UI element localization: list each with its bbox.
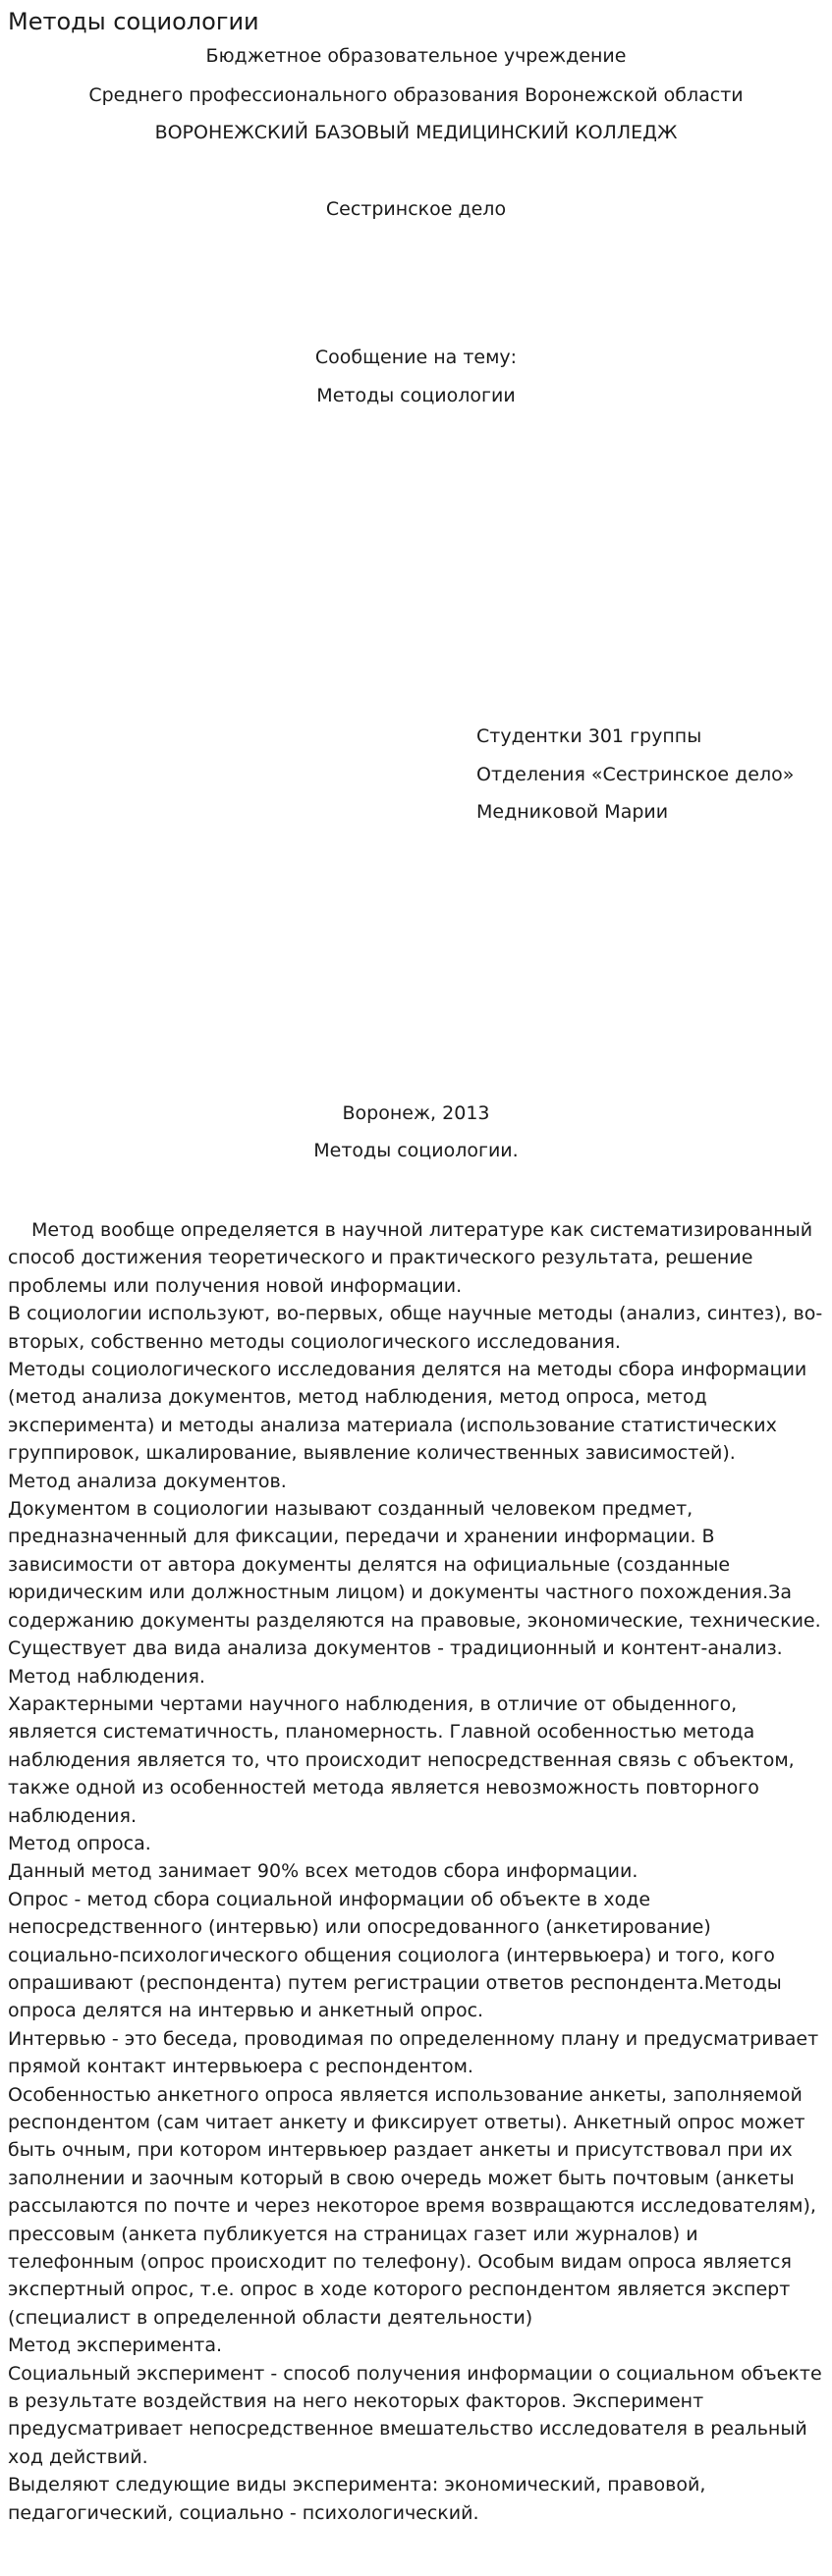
document-title: Методы социологии xyxy=(8,8,259,35)
author-name: Медниковой Марии xyxy=(476,801,669,823)
author-department: Отделения «Сестринское дело» xyxy=(476,764,795,785)
paragraph: Метод вообще определяется в научной литературе как систематизированный способ достижения теоретического и практического результата, решение проблемы или получения новой информации. xyxy=(8,1219,813,1297)
author-group: Студентки 301 группы xyxy=(476,725,702,747)
subheading: Метод опроса. xyxy=(8,1832,151,1854)
college-name: ВОРОНЕЖСКИЙ БАЗОВЫЙ МЕДИЦИНСКИЙ КОЛЛЕДЖ xyxy=(154,122,678,143)
paragraph: Интервью - это беседа, проводимая по определенному плану и предусматривает прямой контакт интервьюера с респондентом. xyxy=(8,2027,819,2078)
document-body xyxy=(8,1216,825,2527)
section-title: Методы социологии. xyxy=(313,1140,519,1161)
paragraph: Методы социологического исследования делятся на методы сбора информации (метод анализа документов, метод наблюдения, метод опроса, метод эксперимента) и методы анализа материала (использование статистических группировок, шкалирование, выявление количественных зависимостей). xyxy=(8,1359,807,1465)
subheading: Метод эксперимента. xyxy=(8,2334,223,2357)
paragraph: Характерными чертами научного наблюдения, в отличие от обыденного, является систематичность, планомерность. Главной особенностью метода наблюдения является то, что происходит непосредственная связь с объектом, также одной из особенностей метода является невозможность повторного наблюдения. xyxy=(8,1692,795,1827)
paragraph: Данный метод занимает 90% всех методов сбора информации. xyxy=(8,1860,638,1883)
paragraph: Выделяют следующие виды эксперимента: экономический, правовой, педагогический, социально - психологический. xyxy=(8,2474,706,2524)
institution-line-2: Среднего профессионального образования Воронежской области xyxy=(88,84,744,106)
paragraph: Документом в социологии называют созданный человеком предмет, предназначенный для фиксации, передачи и хранении информации. В зависимости от автора документы делятся на официальные (созданные юридическим или должностным лицом) и документы частного похождения.За содержанию документы разделяются на правовые, экономические, технические. xyxy=(8,1498,821,1632)
paragraph: Существует два вида анализа документов - традиционный и контент-анализ. xyxy=(8,1637,783,1660)
paragraph: Особенностью анкетного опроса является использование анкеты, заполняемой респондентом (сам читает анкету и фиксирует ответы). Анкетный опрос может быть очным, при котором интервьюер раздает анкеты и присутствовал при их заполнении и заочным который в свою очередь может быть почтовым (анкеты рассылаются по почте и через некоторое время возвращаются исследователям), прессовым (анкета публикуется на страницах газет или журналов) и телефонным (опрос происходит по телефону). Особым видам опроса является экспертный опрос, т.е. опрос в ходе которого респондентом является эксперт (специалист в определенной области деятельности) xyxy=(8,2083,816,2329)
topic-label: Сообщение на тему: xyxy=(314,347,518,368)
subheading: Метод анализа документов. xyxy=(8,1470,287,1492)
department-name: Сестринское дело xyxy=(325,198,507,220)
subheading: Метод наблюдения. xyxy=(8,1665,205,1688)
paragraph: Социальный эксперимент - способ получения информации о социальном объекте в результате воздействия на него некоторых факторов. Эксперимент предусматривает непосредственное вмешательство исследователя в реальный ход действий. xyxy=(8,2362,822,2468)
institution-line-1: Бюджетное образовательное учреждение xyxy=(205,45,627,67)
paragraph: В социологии используют, во-первых, обще научные методы (анализ, синтез), во-вторых, собственно методы социологического исследования. xyxy=(8,1303,823,1353)
paragraph: Опрос - метод сбора социальной информации об объекте в ходе непосредственного (интервью) или опосредованного (анкетирование) социально-психологического общения социолога (интервьюера) и того, кого опрашивают (респондента) путем регистрации ответов респондента.Методы опроса делятся на интервью и анкетный опрос. xyxy=(8,1888,782,2022)
city-year: Воронеж, 2013 xyxy=(342,1102,490,1124)
topic-name: Методы социологии xyxy=(316,385,516,406)
